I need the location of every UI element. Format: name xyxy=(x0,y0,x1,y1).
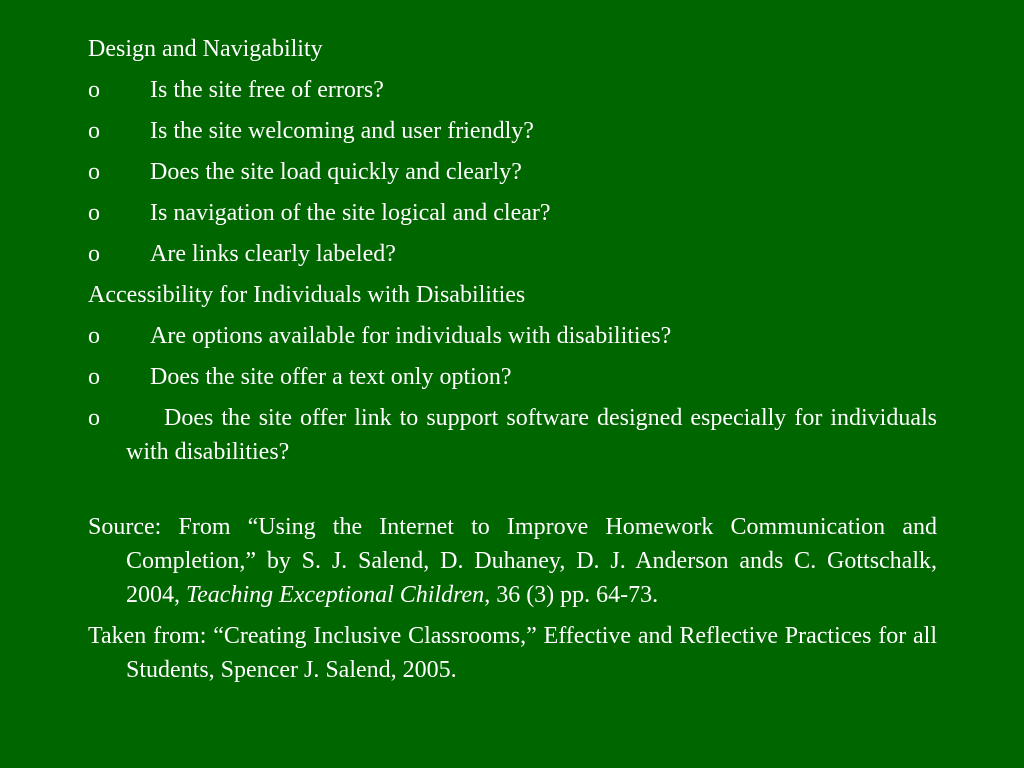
bullet-marker: o xyxy=(88,364,100,390)
source-citation: Source: From “Using the Internet to Improve Homework Communication and Completion,” by S. J. Salend, D. Duhaney, D. J. Anderson ands C. Gottschalk, 2004, Teaching Exceptional Children, 36 (3) pp. 64-73. xyxy=(88,514,937,608)
bullet-marker: o xyxy=(88,241,100,267)
bullet-marker: o xyxy=(88,200,100,226)
section-heading-design: Design and Navigability xyxy=(88,36,323,62)
checklist-item: o Are links clearly labeled? xyxy=(88,237,937,271)
checklist-item: o Does the site offer a text only option? xyxy=(88,360,937,394)
bullet-marker: o xyxy=(88,77,100,103)
bullet-marker: o xyxy=(88,323,100,349)
checklist-item: o Is navigation of the site logical and clear? xyxy=(88,196,937,230)
section-heading-accessibility: Accessibility for Individuals with Disabilities xyxy=(88,282,526,308)
bullet-marker: o xyxy=(88,118,100,144)
taken-from-citation: Taken from: “Creating Inclusive Classrooms,” Effective and Reflective Practices for all Students, Spencer J. Salend, 2005. xyxy=(88,623,937,683)
slide-content xyxy=(88,32,937,694)
bullet-marker: o xyxy=(88,159,100,185)
checklist-item: o Is the site free of errors? xyxy=(88,73,937,107)
checklist-item: o Does the site load quickly and clearly? xyxy=(88,155,937,189)
spacer xyxy=(88,476,937,510)
journal-title: Teaching Exceptional Children xyxy=(186,582,485,608)
checklist-item: o Is the site welcoming and user friendly? xyxy=(88,114,937,148)
bullet-marker: o xyxy=(88,405,100,431)
checklist-item: o Does the site offer link to support software designed especially for individuals with disabilities? xyxy=(88,401,937,469)
checklist-item: o Are options available for individuals with disabilities? xyxy=(88,319,937,353)
